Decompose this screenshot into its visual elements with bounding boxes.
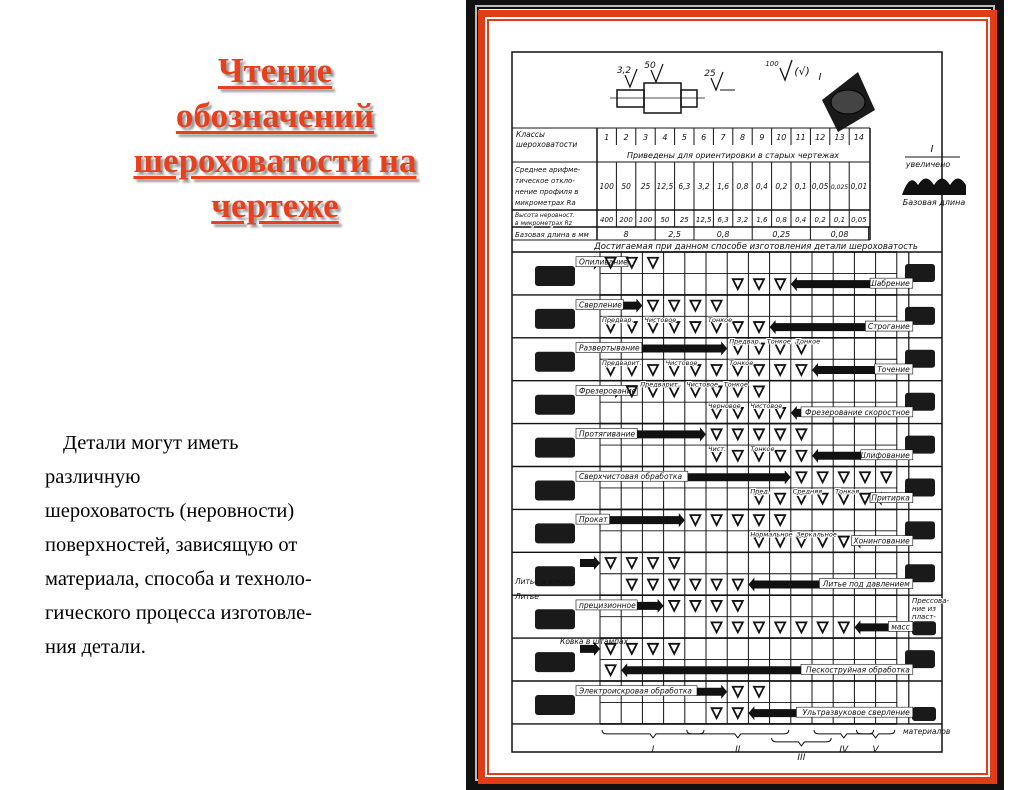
group-label: I: [651, 744, 655, 755]
process-label-right: Фрезерование скоростное: [805, 407, 910, 417]
roughness-check-icon: [627, 644, 637, 654]
ra-value: 25: [640, 182, 651, 191]
roughness-check-icon: [775, 365, 785, 375]
body-line: Детали могут иметь: [63, 432, 239, 454]
rz-value: 100: [638, 216, 653, 224]
base-length-value: 0,08: [830, 230, 849, 239]
process-tool-icon: [912, 621, 936, 635]
roughness-check-icon: [648, 644, 658, 654]
roughness-check-icon: [754, 515, 764, 525]
shaft-right: [681, 90, 697, 107]
classes-label: Классы шероховатости: [516, 130, 578, 149]
process-label-left: прецизионное: [579, 600, 636, 610]
ra-value: 0,8: [736, 182, 749, 191]
rz-value: 0,2: [814, 216, 826, 224]
ra-value: 6,3: [678, 182, 691, 191]
part-cylinder-icon: [831, 90, 865, 114]
roughness-check-icon: [754, 687, 764, 697]
roughness-check-icon: [690, 301, 700, 311]
class-number: 1: [604, 133, 610, 142]
roughness-check-icon: [690, 322, 700, 332]
detail-label: увеличено: [905, 160, 951, 169]
class-number: 12: [815, 133, 826, 142]
roughness-check-icon: [839, 622, 849, 632]
ra-value: 0,4: [755, 182, 768, 191]
class-number: 4: [662, 133, 668, 142]
process-tool-icon: [535, 481, 575, 501]
roughness-check-icon: [839, 472, 849, 482]
process-grade-note: Чистовое: [665, 358, 698, 367]
process-label-right: Строгание: [867, 322, 910, 332]
roughness-check-icon: [712, 708, 722, 718]
process-label-left: Электроискровая обработка: [579, 686, 692, 696]
process-arrow-icon: [580, 556, 600, 570]
roughness-check-icon: [712, 601, 722, 611]
roughness-check-icon: [775, 515, 785, 525]
symbol-value: 100: [765, 60, 779, 68]
roughness-check-icon: [733, 579, 743, 589]
roughness-check-icon: [690, 579, 700, 589]
ra-value: 1,6: [717, 182, 730, 191]
process-grade-note: Тонкое: [723, 380, 748, 389]
process-grade-note: Черновое: [708, 401, 741, 410]
roughness-check-icon: [669, 601, 679, 611]
process-tool-icon: [535, 352, 575, 372]
rz-value: 0,05: [851, 216, 867, 224]
process-grade-note: Предварит.: [640, 380, 680, 389]
body-line: материала, способа и техноло-: [45, 568, 312, 590]
process-grade-note: Предвар.: [602, 316, 634, 325]
process-label-left: Протягивание: [579, 429, 636, 439]
roughness-check-icon: [669, 644, 679, 654]
roughness-check-icon: [690, 515, 700, 525]
rz-value: 1,6: [756, 216, 768, 224]
rz-value: 12,5: [695, 216, 712, 224]
process-tool-icon: [535, 438, 575, 458]
roughness-check-icon: [754, 429, 764, 439]
roughness-check-icon: [733, 322, 743, 332]
process-label-right: Шабрение: [868, 279, 910, 289]
roughness-check-icon: [818, 622, 828, 632]
group-label: II: [735, 744, 741, 755]
title-line: шероховатости на: [133, 141, 417, 180]
roughness-mark-value: 25: [704, 69, 716, 79]
process-grade-note: Средняя: [792, 487, 823, 496]
roughness-check-icon: [712, 301, 722, 311]
title-line: чертеже: [211, 186, 339, 225]
body-line: гического процесса изготовле-: [45, 602, 313, 624]
process-grade-note: Чистовое: [750, 401, 783, 410]
symbol-extra: (√): [794, 65, 810, 78]
roughness-check-icon: [796, 429, 806, 439]
process-label-right: Шлифование: [857, 450, 910, 460]
rz-value: 3,2: [736, 216, 749, 224]
detail-base-length: Базовая длина: [902, 198, 966, 207]
ra-value: 0,025: [830, 184, 849, 191]
ra-value: 12,5: [656, 182, 674, 191]
class-number: 7: [720, 133, 726, 142]
class-number: 5: [681, 133, 687, 142]
left-caption: Литье: [515, 592, 539, 602]
process-grade-note: Нормальное: [750, 530, 793, 539]
roughness-check-icon: [627, 579, 637, 589]
grid-caption: Достигаемая при данном способе изготовления детали шероховатость: [594, 242, 918, 252]
class-number: 14: [853, 133, 864, 142]
roughness-check-icon: [733, 515, 743, 525]
ra-value: 50: [621, 182, 631, 191]
process-tool-icon: [535, 652, 575, 672]
process-tool-icon: [535, 609, 575, 629]
process-tool-icon: [535, 309, 575, 329]
roughness-check-icon: [733, 708, 743, 718]
base-length-value: 0,8: [716, 230, 730, 239]
roughness-check-icon: [733, 429, 743, 439]
process-tool-icon: [912, 707, 936, 721]
left-caption: Ковка в штампах: [560, 637, 629, 647]
rz-value: 0,1: [833, 216, 846, 224]
roughness-check-icon: [712, 365, 722, 375]
process-grade-note: Тонкое: [708, 316, 733, 325]
roughness-check-icon: [796, 451, 806, 461]
roughness-check-icon: [733, 622, 743, 632]
roughness-check-icon: [775, 429, 785, 439]
roughness-check-icon: [712, 429, 722, 439]
rz-value: 0,4: [795, 216, 807, 224]
process-label-left: Фрезерование: [579, 386, 637, 396]
roughness-mark-value: 3,2: [616, 66, 632, 76]
process-grade-note: Тонкое: [796, 337, 821, 346]
process-label-left: Прокат: [579, 515, 608, 525]
process-grade-note: Тонкое: [750, 444, 775, 453]
class-number: 11: [795, 133, 806, 142]
class-number: 2: [623, 133, 629, 142]
process-grade-note: Тонкое: [729, 358, 754, 367]
body-line: различную: [45, 466, 141, 488]
roughness-check-icon: [648, 365, 658, 375]
process-label-left: Опиливание: [579, 257, 628, 267]
group-bracket: [687, 730, 789, 738]
process-grade-note: Чист.: [708, 444, 727, 453]
roughness-check-icon: [754, 322, 764, 332]
process-label-right: Хонингование: [853, 536, 910, 546]
base-length-label: Базовая длина в мм: [515, 231, 589, 239]
process-grade-note: Предварит.: [602, 358, 642, 367]
right-caption: Прессова-ние из пласт-: [912, 597, 949, 622]
rz-value: 200: [619, 216, 633, 224]
base-length-value: 2,5: [668, 230, 681, 239]
roughness-check-icon: [860, 472, 870, 482]
roughness-check-icon: [733, 601, 743, 611]
roughness-symbol-icon: [780, 60, 792, 80]
roughness-check-icon: [754, 365, 764, 375]
process-grade-note: Тонкое: [766, 337, 791, 346]
body-line: поверхностей, зависящую от: [45, 534, 298, 556]
shaft-left: [617, 90, 644, 107]
rz-value: 400: [600, 216, 614, 224]
class-number: 13: [834, 133, 845, 142]
roughness-check-icon: [818, 472, 828, 482]
group-label: III: [797, 752, 806, 763]
class-number: 10: [776, 133, 787, 142]
process-label-right: Точение: [877, 364, 910, 374]
roughness-check-icon: [775, 494, 785, 504]
rz-value: 50: [660, 216, 670, 224]
rz-value: 25: [679, 216, 689, 224]
ra-value: 0,01: [850, 182, 868, 191]
base-length-value: 8: [623, 230, 629, 239]
roughness-check-icon: [860, 494, 870, 504]
roughness-check-icon: [627, 558, 637, 568]
detail-ref: I: [930, 144, 934, 155]
group-label: V: [872, 744, 879, 755]
process-label-left: Сверхчистовая обработка: [579, 472, 683, 482]
base-length-value: 0,25: [772, 230, 791, 239]
roughness-check-icon: [733, 687, 743, 697]
roughness-check-icon: [712, 515, 722, 525]
process-grade-note: Тонкая: [835, 487, 860, 496]
title-line: Чтение: [217, 51, 333, 90]
process-label-left: Сверление: [579, 300, 622, 310]
left-caption: Литье в кокиль: [515, 576, 576, 586]
roughness-check-icon: [690, 601, 700, 611]
roughness-check-icon: [669, 579, 679, 589]
rz-value: 6,3: [717, 216, 729, 224]
roughness-check-icon: [733, 279, 743, 289]
roughness-check-icon: [648, 579, 658, 589]
symbol-ref: I: [818, 72, 822, 83]
roughness-check-icon: [754, 279, 764, 289]
ra-value: 100: [599, 182, 614, 191]
process-grade-note: Предвар.: [729, 337, 761, 346]
roughness-check-icon: [648, 258, 658, 268]
roughness-check-icon: [775, 622, 785, 632]
roughness-check-icon: [669, 558, 679, 568]
rz-label: Высота неровност. в микрометрах Rz: [515, 212, 575, 227]
process-grade-note: Чистовое: [686, 380, 719, 389]
roughness-check-icon: [712, 622, 722, 632]
roughness-check-icon: [606, 665, 616, 675]
process-label-right: масс: [891, 622, 910, 632]
process-tool-icon: [535, 523, 575, 543]
process-grade-note: Пред.: [750, 487, 770, 496]
group-bracket: [602, 730, 704, 738]
process-tool-icon: [535, 395, 575, 415]
ra-value: 0,1: [794, 182, 807, 191]
ra-value: 3,2: [697, 182, 710, 191]
group-bracket: [856, 730, 894, 738]
process-label-left: Развертывание: [579, 343, 640, 353]
body-line: шероховатость (неровности): [45, 500, 295, 522]
process-tool-icon: [535, 695, 575, 715]
right-caption: материалов: [903, 726, 951, 736]
class-number: 3: [642, 133, 649, 142]
group-label: IV: [839, 744, 849, 755]
process-grade-note: Чистовое: [644, 316, 677, 325]
process-tool-icon: [535, 266, 575, 286]
old-drawings-note: Приведены для ориентировки в старых чертежах: [627, 151, 839, 160]
roughness-check-icon: [839, 537, 849, 547]
title-line: обозначений: [175, 96, 375, 135]
ra-label: Среднее арифме-тическое откло-нение профиля в микрометрах Ra: [515, 166, 581, 207]
roughness-check-icon: [669, 301, 679, 311]
roughness-check-icon: [712, 579, 722, 589]
roughness-check-icon: [775, 279, 785, 289]
process-label-right: Литье под давлением: [822, 579, 910, 589]
process-label-right: Притирка: [871, 493, 910, 503]
rz-value: 0,8: [775, 216, 787, 224]
process-label-right: Пескоструйная обработка: [806, 665, 910, 675]
profile-detail-icon: [902, 179, 966, 196]
roughness-check-icon: [775, 451, 785, 461]
body-line: ния детали.: [45, 636, 146, 658]
roughness-check-icon: [648, 558, 658, 568]
roughness-check-icon: [754, 386, 764, 396]
roughness-check-icon: [796, 472, 806, 482]
roughness-check-icon: [648, 301, 658, 311]
process-grade-note: Зеркальное: [796, 530, 837, 539]
roughness-check-icon: [606, 558, 616, 568]
roughness-check-icon: [796, 622, 806, 632]
class-number: 6: [701, 133, 707, 142]
roughness-check-icon: [754, 622, 764, 632]
ra-value: 0,2: [775, 182, 788, 191]
roughness-check-icon: [796, 365, 806, 375]
roughness-mark-value: 50: [644, 61, 656, 71]
roughness-check-icon: [733, 451, 743, 461]
process-label-right: Ультразвуковое сверление: [802, 708, 910, 718]
ra-value: 0,05: [811, 182, 829, 191]
roughness-check-icon: [881, 472, 891, 482]
class-number: 8: [739, 133, 746, 142]
group-bracket: [772, 738, 832, 746]
class-number: 9: [759, 133, 765, 142]
